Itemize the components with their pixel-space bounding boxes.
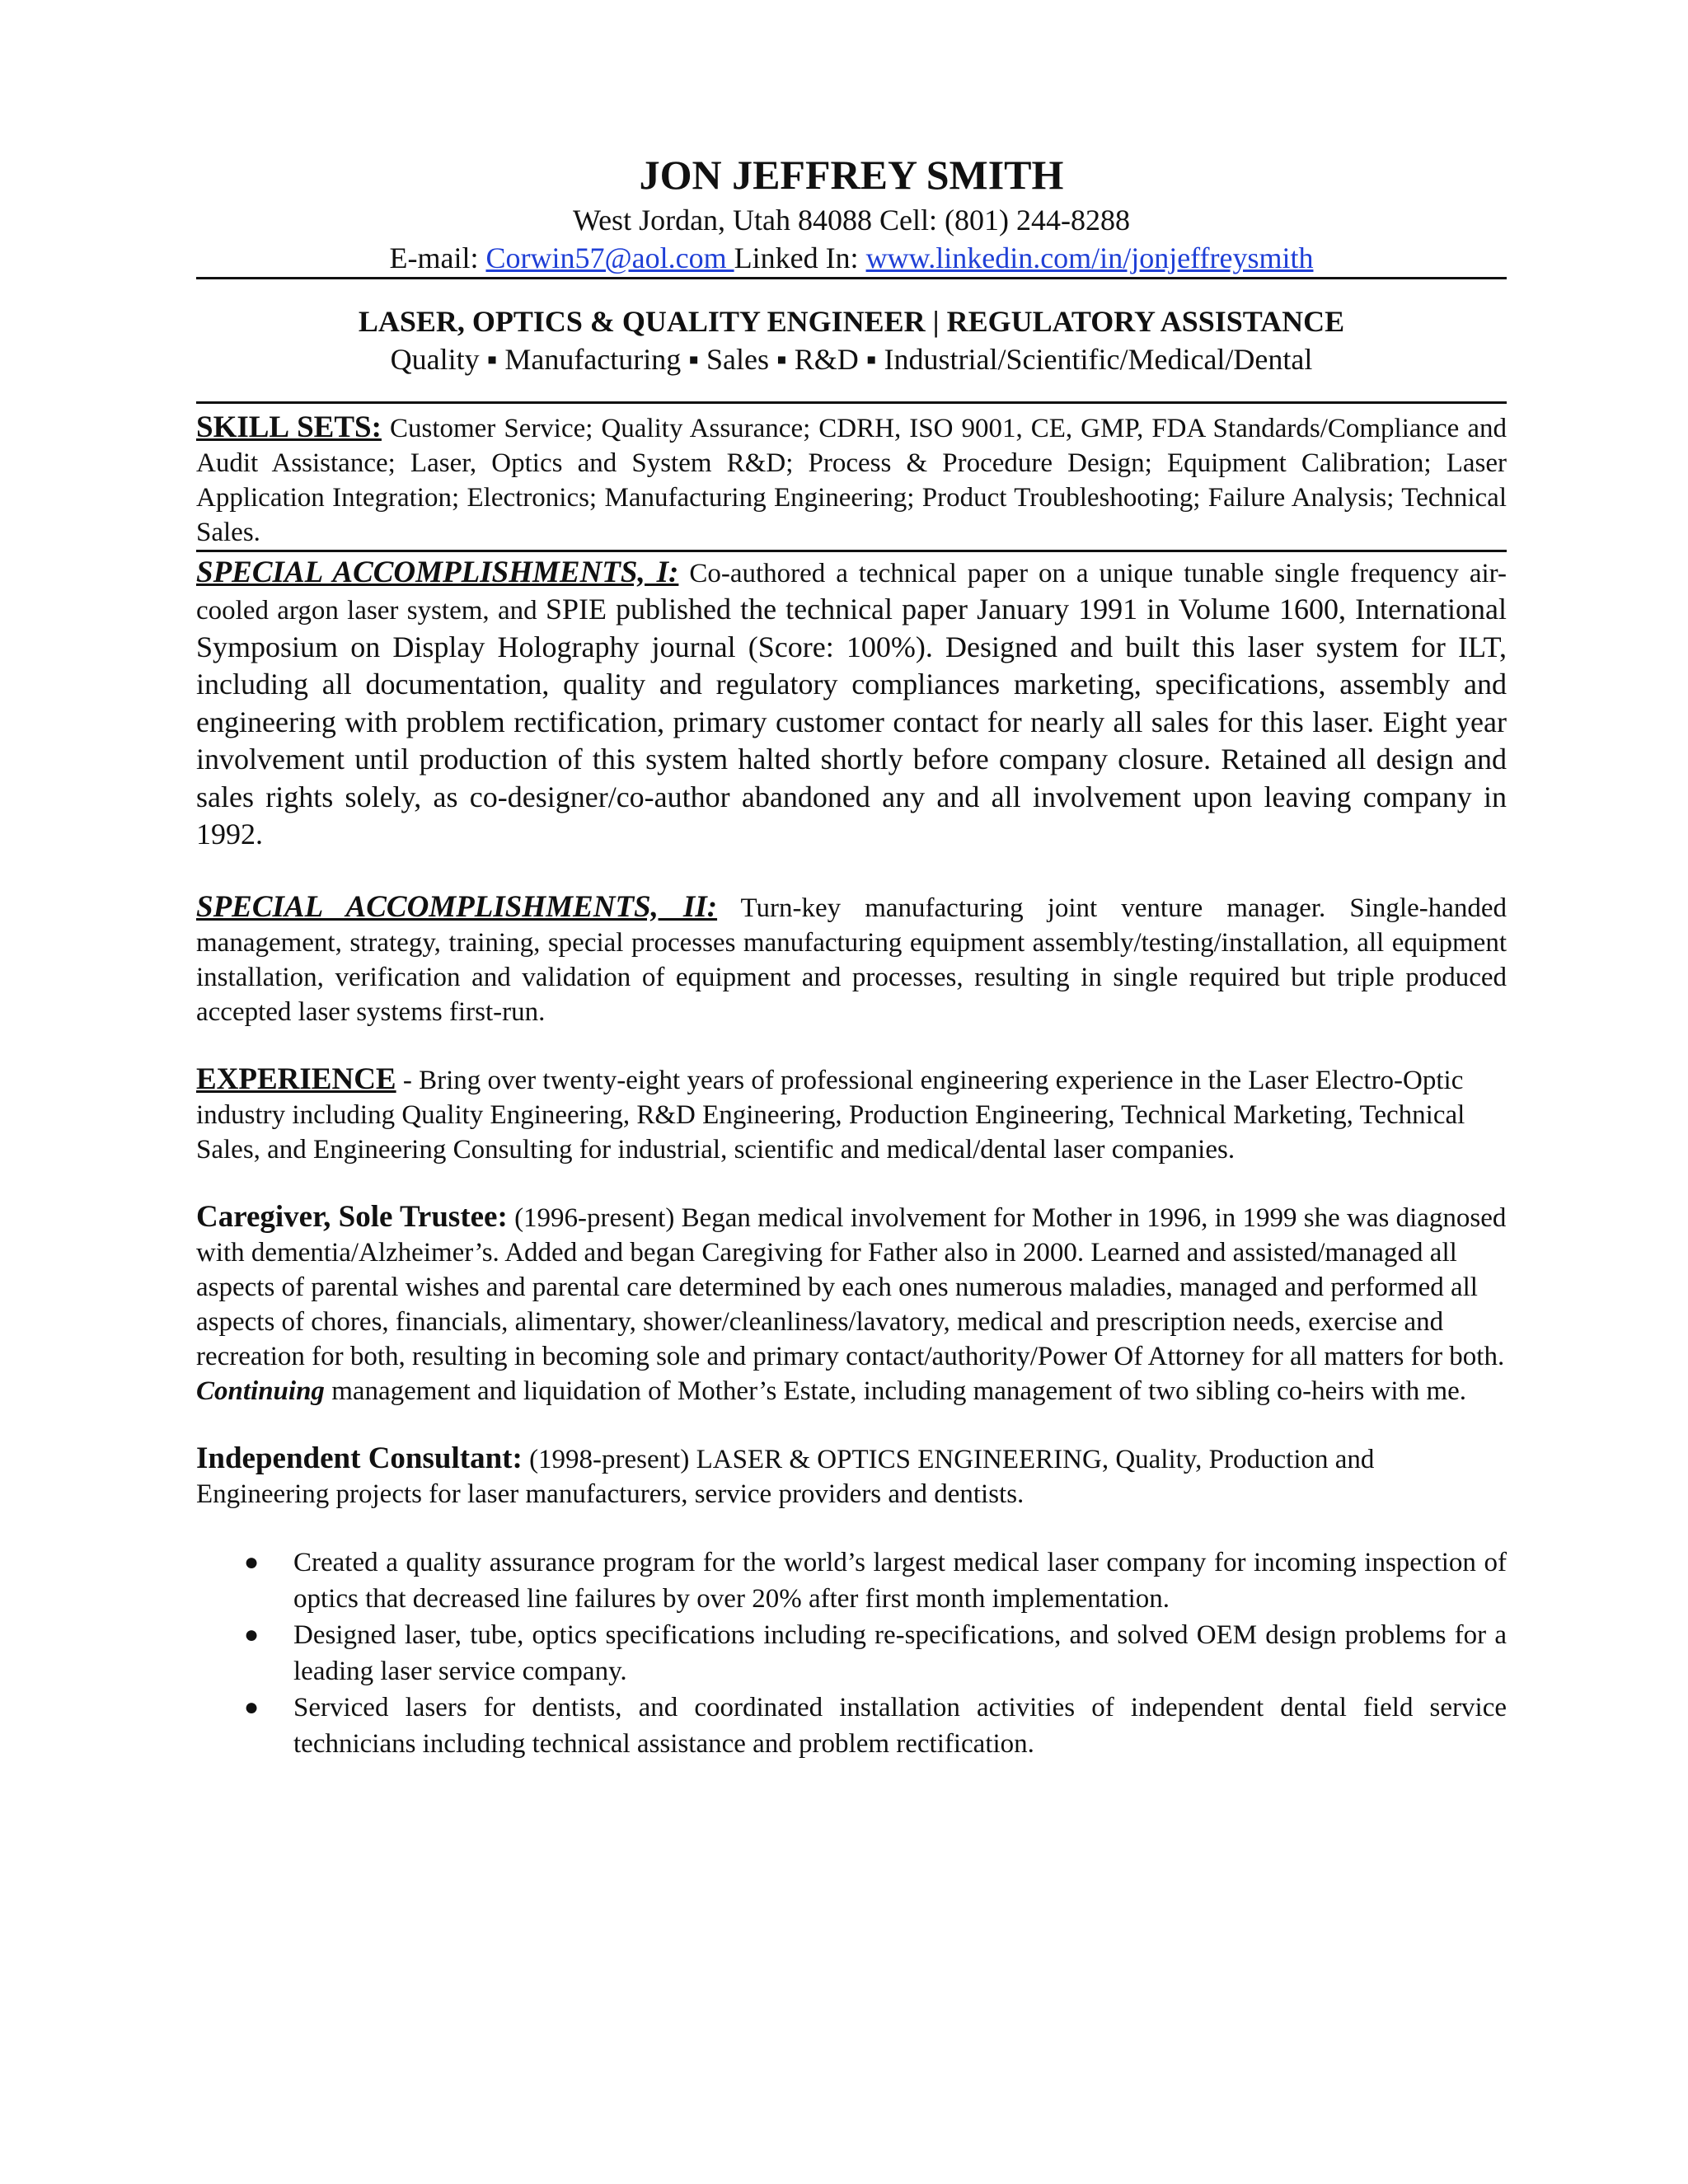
- skills-text: Customer Service; Quality Assurance; CDRH, ISO 9001, CE, GMP, FDA Standards/Compliance and Audit Assistance; Laser, Optics and System R&D; Process & Procedure Design; Equipment Calibration; Laser Application Integration; Electronics; Manufacturing Engineering; Product Troubleshooting; Failure Analysis; Technical Sales.: [196, 414, 1507, 547]
- linkedin-link[interactable]: www.linkedin.com/in/jonjeffreysmith: [865, 241, 1314, 274]
- resume-header: [196, 148, 1507, 277]
- accomplishments-2-text: Turn-key manufacturing joint venture manager. Single-handed management, strategy, training, special processes manufacturing equipment assembly/testing/installation, all equipment installation, verification and validation of equipment and processes, resulting in single required but triple produced accepted laser systems first-run.: [196, 893, 1507, 1027]
- skills-section: [196, 410, 1507, 550]
- caregiver-section: [196, 1200, 1507, 1408]
- email-link[interactable]: Corwin57@aol.com: [485, 241, 734, 274]
- headline-title: LASER, OPTICS & QUALITY ENGINEER | REGULATORY ASSISTANCE: [358, 305, 1345, 338]
- skills-bottom-divider: [196, 550, 1507, 552]
- skills-heading: SKILL SETS:: [196, 410, 382, 444]
- accomplishments-1-text-large: SPIE published the technical paper January 1991 in Volume 1600, International Symposium on Display Holography journal (Score: 100%). Designed and built this laser system for ILT, including all documentation, quality and regulatory compliances marketing, specifications, assembly and engineering with problem rectification, primary customer contact for nearly all sales for this laser. Eight year involvement until production of this system halted shortly before company closure. Retained all design and sales rights solely, as co-designer/co-author abandoned any and all involvement upon leaving company in 1992.: [196, 593, 1507, 851]
- accomplishments-1-section: [196, 555, 1507, 854]
- address-line: West Jordan, Utah 84088 Cell: (801) 244-8288: [572, 204, 1130, 237]
- experience-section: [196, 1062, 1507, 1167]
- bullet-text: Designed laser, tube, optics specifications including re-specifications, and solved OEM design problems for a leading laser service company.: [293, 1619, 1507, 1686]
- bullet-text: Serviced lasers for dentists, and coordinated installation activities of independent dental field service technicians including technical assistance and problem rectification.: [293, 1692, 1507, 1759]
- bullet-icon: ●: [244, 1693, 260, 1721]
- headline-subtitle: Quality ▪ Manufacturing ▪ Sales ▪ R&D ▪ Industrial/Scientific/Medical/Dental: [390, 343, 1313, 376]
- skills-top-divider: [196, 401, 1507, 404]
- bullet-icon: ●: [244, 1548, 260, 1576]
- caregiver-text-after: management and liquidation of Mother’s Estate, including management of two sibling co-heirs with me.: [324, 1376, 1467, 1406]
- accomplishments-1-heading: SPECIAL ACCOMPLISHMENTS, I:: [196, 555, 679, 589]
- email-label: E-mail:: [389, 241, 486, 274]
- list-item: [196, 1544, 1507, 1617]
- header-divider: [196, 277, 1507, 279]
- caregiver-title: Caregiver, Sole Trustee:: [196, 1199, 508, 1234]
- caregiver-text-before: (1996-present) Began medical involvement for Mother in 1996, in 1999 she was diagnosed with dementia/Alzheimer’s. Added and began Caregiving for Father also in 2000. Learned and assisted/managed all aspects of parental wishes and parental care determined by each ones numerous maladies, managed and performed all aspects of chores, financials, alimentary, shower/cleanliness/lavatory, medical and prescription needs, exercise and recreation for both, resulting in becoming sole and primary contact/authority/Power Of Attorney for all matters for both.: [196, 1202, 1507, 1371]
- consultant-text: (1998-present) LASER & OPTICS ENGINEERING, Quality, Production and Engineering projects for laser manufacturers, service providers and dentists.: [196, 1444, 1375, 1509]
- consultant-section: [196, 1441, 1507, 1511]
- experience-heading: EXPERIENCE: [196, 1062, 396, 1096]
- candidate-name: JON JEFFREY SMITH: [639, 152, 1064, 198]
- linkedin-label: Linked In:: [734, 241, 866, 274]
- experience-text: - Bring over twenty-eight years of professional engineering experience in the Laser Electro-Optic industry including Quality Engineering, R&D Engineering, Production Engineering, Technical Marketing, Technical Sales, and Engineering Consulting for industrial, scientific and medical/dental laser companies.: [196, 1065, 1465, 1165]
- consultant-title: Independent Consultant:: [196, 1441, 523, 1475]
- accomplishments-2-heading: SPECIAL ACCOMPLISHMENTS, II:: [196, 889, 718, 924]
- contact-line: [196, 239, 1507, 277]
- list-item: [196, 1690, 1507, 1762]
- caregiver-emphasis: Continuing: [196, 1376, 325, 1406]
- list-item: [196, 1617, 1507, 1690]
- resume-page: [196, 148, 1507, 1762]
- accomplishments-2-section: [196, 890, 1507, 1029]
- bullet-text: Created a quality assurance program for the world’s largest medical laser company for incoming inspection of optics that decreased line failures by over 20% after first month implementation.: [293, 1547, 1507, 1614]
- bullet-icon: ●: [244, 1620, 260, 1648]
- accomplishments-1-text-small: Co-authored a technical paper on a unique tunable single frequency air-cooled argon laser system, and: [196, 559, 1507, 626]
- consultant-bullet-list: [196, 1544, 1507, 1762]
